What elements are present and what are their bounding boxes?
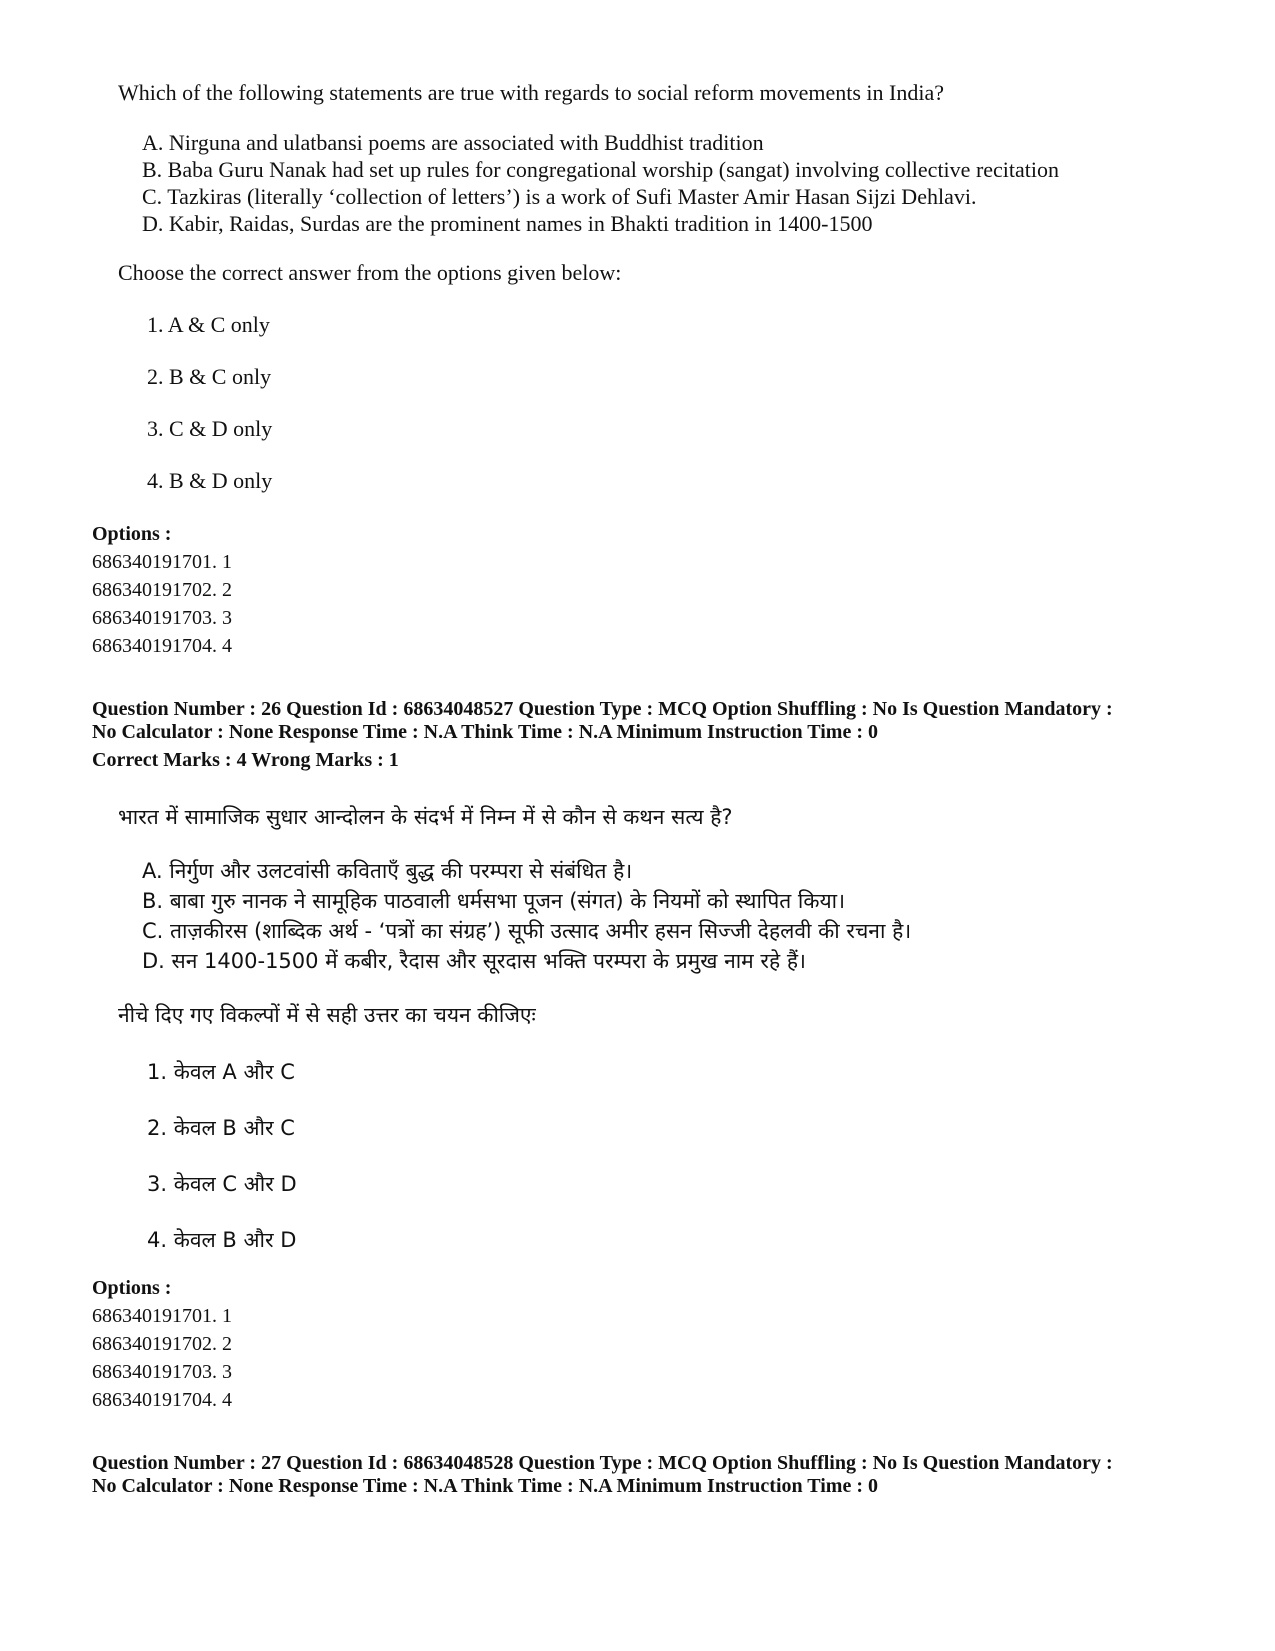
option-id-2: 686340191702. 2 xyxy=(92,1333,232,1355)
option-id-1: 686340191701. 1 xyxy=(92,1305,232,1327)
meta-line-1: Question Number : 26 Question Id : 68634048527 Question Type : MCQ Option Shuffling : No Is Question Mandatory : xyxy=(92,698,1113,720)
statement-a: A. निर्गुण और उलटवांसी कविताएँ बुद्ध की परम्परा से संबंधित है। xyxy=(142,859,633,883)
option-id-4: 686340191704. 4 xyxy=(92,1389,232,1411)
meta-line-2: No Calculator : None Response Time : N.A Think Time : N.A Minimum Instruction Time : 0 xyxy=(92,1475,878,1497)
choice-4: 4. केवल B और D xyxy=(147,1228,297,1252)
choice-3: 3. केवल C और D xyxy=(147,1172,297,1196)
instruction-text: नीचे दिए गए विकल्पों में से सही उत्तर का चयन कीजिएः xyxy=(118,1003,536,1027)
statement-d: D. Kabir, Raidas, Surdas are the prominent names in Bhakti tradition in 1400-1500 xyxy=(142,211,873,236)
choice-1: 1. केवल A और C xyxy=(147,1060,295,1084)
statement-b: B. Baba Guru Nanak had set up rules for congregational worship (sangat) involving collective recitation xyxy=(142,157,1060,182)
option-id-4: 686340191704. 4 xyxy=(92,635,232,657)
choice-4: 4. B & D only xyxy=(147,468,273,493)
option-id-1: 686340191701. 1 xyxy=(92,551,232,573)
statement-d: D. सन 1400-1500 में कबीर, रैदास और सूरदास भक्ति परम्परा के प्रमुख नाम रहे हैं। xyxy=(142,949,806,973)
option-id-3: 686340191703. 3 xyxy=(92,1361,232,1383)
choice-1: 1. A & C only xyxy=(147,312,270,337)
marks-line: Correct Marks : 4 Wrong Marks : 1 xyxy=(92,749,399,771)
choice-2: 2. B & C only xyxy=(147,364,272,389)
meta-line-1: Question Number : 27 Question Id : 68634048528 Question Type : MCQ Option Shuffling : No Is Question Mandatory : xyxy=(92,1452,1113,1474)
statement-c: C. ताज़कीरस (शाब्दिक अर्थ - ‘पत्रों का संग्रह’) सूफी उत्साद अमीर हसन सिज्जी देहलवी की रचना है। xyxy=(142,919,912,943)
question-text: भारत में सामाजिक सुधार आन्दोलन के संदर्भ में निम्न में से कौन से कथन सत्य है? xyxy=(118,805,733,829)
statement-a: A. Nirguna and ulatbansi poems are associated with Buddhist tradition xyxy=(142,130,764,155)
meta-line-2: No Calculator : None Response Time : N.A Think Time : N.A Minimum Instruction Time : 0 xyxy=(92,721,878,743)
option-id-2: 686340191702. 2 xyxy=(92,579,232,601)
statement-b: B. बाबा गुरु नानक ने सामूहिक पाठवाली धर्मसभा पूजन (संगत) के नियमों को स्थापित किया। xyxy=(142,889,846,913)
question-text: Which of the following statements are true with regards to social reform movements in India? xyxy=(118,80,944,105)
instruction-text: Choose the correct answer from the options given below: xyxy=(118,260,622,285)
statement-c: C. Tazkiras (literally ‘collection of letters’) is a work of Sufi Master Amir Hasan Sijzi Dehlavi. xyxy=(142,184,977,209)
choice-2: 2. केवल B और C xyxy=(147,1116,295,1140)
options-label: Options : xyxy=(92,523,172,545)
choice-3: 3. C & D only xyxy=(147,416,273,441)
option-id-3: 686340191703. 3 xyxy=(92,607,232,629)
options-label: Options : xyxy=(92,1277,172,1299)
